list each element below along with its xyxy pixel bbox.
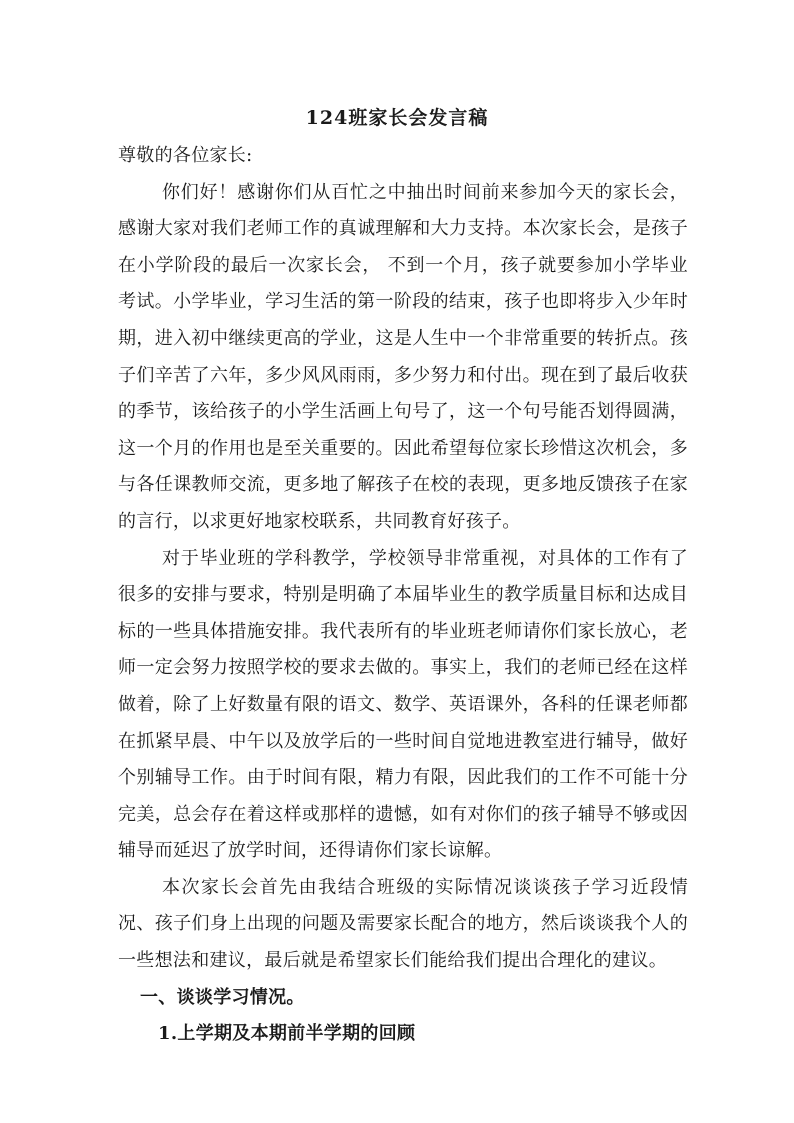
paragraph-greeting: 你们好！感谢你们从百忙之中抽出时间前来参加今天的家长会，感谢大家对我们老师工作的真诚理解和大力支持。本次家长会，是孩子在小学阶段的最后一次家长会， 不到一个月，孩子就要参加小学毕业考试。小学毕业，学习生活的第一阶段的结束，孩子也即将步入少年时期，进入初中继续更高的学业，这是人生中一个非常重要的转折点。孩子们辛苦了六年，多少风风雨雨，多少努力和付出。现在到了最后收获的季节，该给孩子的小学生活画上句号了，这一个句号能否划得圆满，这一个月的作用也是至关重要的。因此希望每位家长珍惜这次机会，多与各任课教师交流，更多地了解孩子在校的表现，更多地反馈孩子在家的言行，以求更好地家校联系，共同教育好孩子。 [118, 181, 688, 532]
document-title: 124班家长会发言稿 [305, 107, 489, 129]
salutation: 尊敬的各位家长: [118, 145, 253, 166]
subsection-heading: 1.上学期及本期前半学期的回顾 [158, 1023, 416, 1045]
section-heading: 一、谈谈学习情况。 [140, 986, 305, 1008]
paragraph-teaching: 对于毕业班的学科教学，学校领导非常重视，对具体的工作有了很多的安排与要求，特别是明确了本届毕业生的教学质量目标和达成目标的一些具体措施安排。我代表所有的毕业班老师请你们家长放心，老师一定会努力按照学校的要求去做的。事实上，我们的老师已经在这样做着，除了上好数量有限的语文、数学、英语课外，各科的任课老师都在抓紧早晨、中午以及放学后的一些时间自觉地进教室进行辅导，做好个别辅导工作。由于时间有限，精力有限，因此我们的工作不可能十分完美，总会存在着这样或那样的遗憾，如有对你们的孩子辅导不够或因辅导而延迟了放学时间，还得请你们家长谅解。 [118, 547, 688, 862]
document-body [118, 138, 688, 1053]
paragraph-agenda: 本次家长会首先由我结合班级的实际情况谈谈孩子学习近段情况、孩子们身上出现的问题及需要家长配合的地方，然后谈谈我个人的一些想法和建议，最后就是希望家长们能给我们提出合理化的建议。 [118, 876, 688, 972]
